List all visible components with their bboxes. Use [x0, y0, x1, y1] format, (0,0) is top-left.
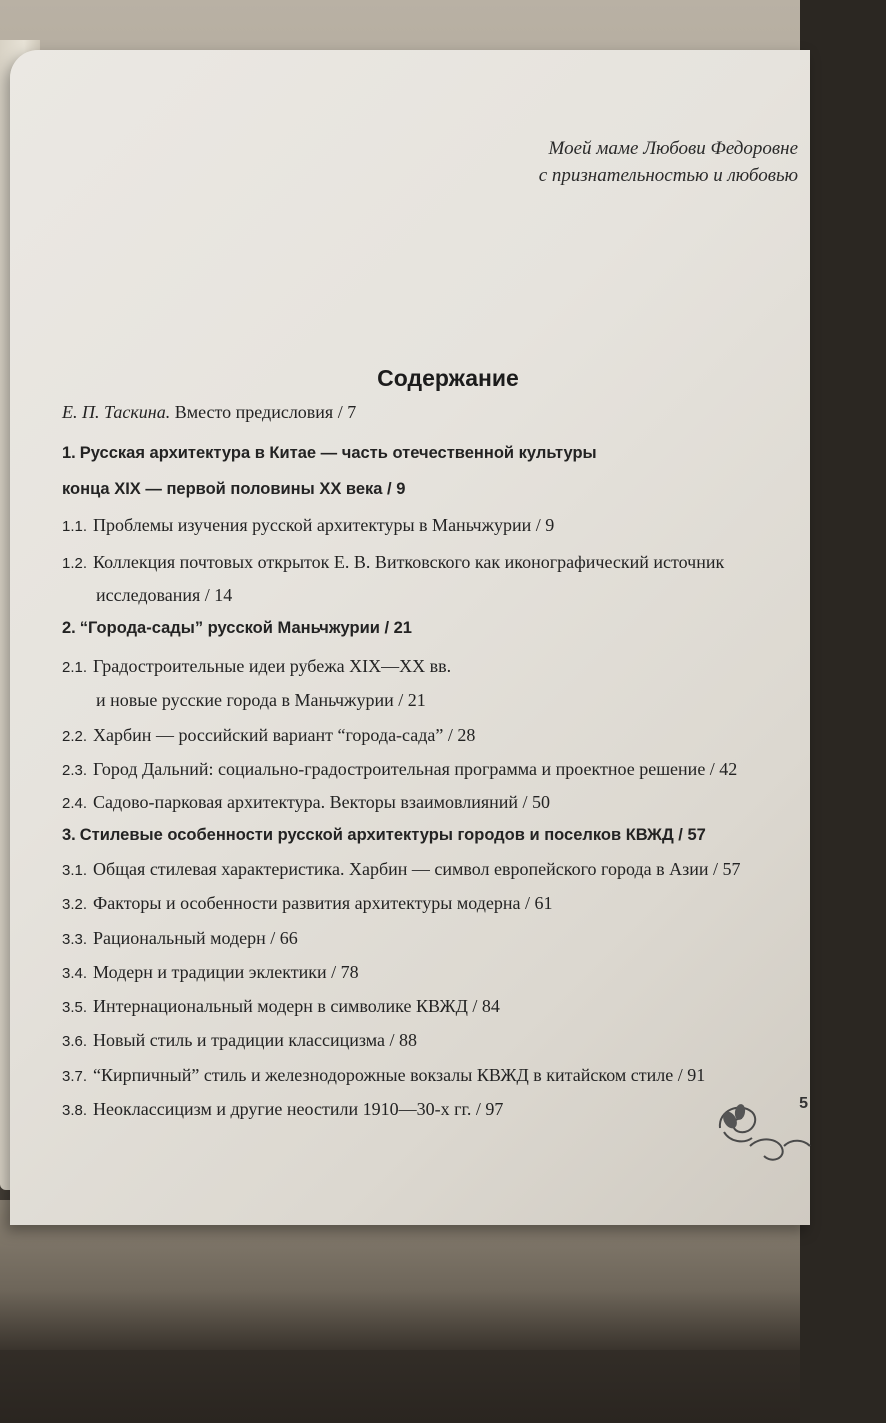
- chapter-1-number: 1.: [62, 444, 76, 462]
- dedication: [478, 135, 798, 189]
- toc-section-2-1: [62, 656, 451, 677]
- section-1-1-number: 1.1.: [62, 518, 88, 535]
- toc-section-3-3: [62, 928, 298, 949]
- toc-chapter-3: [62, 826, 706, 845]
- section-2-1-title-line-2: и новые русские города в Маньчжурии / 21: [96, 690, 426, 710]
- section-3-8-number: 3.8.: [62, 1102, 88, 1119]
- chapter-2-title: “Города-сады” русской Маньчжурии / 21: [79, 619, 412, 637]
- section-2-2-title: Харбин — российский вариант “города-сада” / 28: [93, 725, 476, 745]
- preface-author: Е. П. Таскина.: [62, 402, 171, 422]
- section-3-1-title: Общая стилевая характеристика. Харбин — символ европейского города в Азии / 57: [93, 859, 741, 879]
- section-1-1-title: Проблемы изучения русской архитектуры в Маньчжурии / 9: [93, 515, 555, 535]
- toc-chapter-1: [62, 444, 597, 463]
- section-3-6-title: Новый стиль и традиции классицизма / 88: [93, 1030, 418, 1050]
- section-3-2-number: 3.2.: [62, 896, 88, 913]
- toc-section-2-2: [62, 725, 475, 746]
- section-3-5-number: 3.5.: [62, 999, 88, 1016]
- toc-section-3-4: [62, 962, 359, 983]
- chapter-3-number: 3.: [62, 826, 76, 844]
- section-1-2-title-line-1: Коллекция почтовых открыток Е. В. Витковского как иконографический источник: [93, 552, 725, 572]
- toc-heading: Содержание: [377, 365, 519, 391]
- toc-section-3-8: [62, 1099, 503, 1120]
- toc-section-2-1-continued: [62, 690, 426, 711]
- toc-entry-preface: [62, 402, 356, 423]
- section-3-2-title: Факторы и особенности развития архитектуры модерна / 61: [93, 893, 553, 913]
- chapter-3-title: Стилевые особенности русской архитектуры городов и поселков КВЖД / 57: [79, 826, 706, 844]
- section-3-1-number: 3.1.: [62, 862, 88, 879]
- section-3-4-number: 3.4.: [62, 965, 88, 982]
- section-2-3-number: 2.3.: [62, 762, 88, 779]
- toc-section-3-6: [62, 1030, 417, 1051]
- page-number: 5: [799, 1095, 808, 1112]
- section-2-4-number: 2.4.: [62, 795, 88, 812]
- section-2-3-title: Город Дальний: социально-градостроительная программа и проектное решение / 42: [93, 759, 738, 779]
- toc-section-3-2: [62, 893, 553, 914]
- section-2-4-title: Садово-парковая архитектура. Векторы взаимовлияний / 50: [93, 792, 551, 812]
- toc-section-2-4: [62, 792, 550, 813]
- dedication-line-1: Моей маме Любови Федоровне: [548, 138, 798, 159]
- section-2-1-title-line-1: Градостроительные идеи рубежа XIX—XX вв.: [93, 656, 452, 676]
- toc-section-3-7: [62, 1065, 705, 1086]
- chapter-1-title-line-2: конца XIX — первой половины XX века / 9: [62, 480, 406, 498]
- toc-chapter-1-continued: [62, 480, 405, 499]
- section-3-3-title: Рациональный модерн / 66: [93, 928, 298, 948]
- section-3-8-title: Неоклассицизм и другие неостили 1910—30-х гг. / 97: [93, 1099, 504, 1119]
- toc-section-1-1: [62, 515, 554, 536]
- toc-chapter-2: [62, 619, 412, 638]
- section-1-2-title-line-2: исследования / 14: [96, 585, 233, 605]
- toc-section-1-2-continued: [62, 585, 232, 606]
- toc-section-1-2: [62, 552, 724, 573]
- section-3-7-number: 3.7.: [62, 1068, 88, 1085]
- chapter-1-title-line-1: Русская архитектура в Китае — часть отечественной культуры: [79, 444, 597, 462]
- toc-section-2-3: [62, 759, 737, 780]
- toc-section-3-1: [62, 859, 740, 880]
- chapter-2-number: 2.: [62, 619, 76, 637]
- preface-title: Вместо предисловия / 7: [170, 402, 357, 422]
- section-1-2-number: 1.2.: [62, 555, 88, 572]
- section-2-1-number: 2.1.: [62, 659, 88, 676]
- toc-section-3-5: [62, 996, 500, 1017]
- book-page: [10, 50, 810, 1225]
- section-3-7-title: “Кирпичный” стиль и железнодорожные вокзалы КВЖД в китайском стиле / 91: [93, 1065, 706, 1085]
- section-3-6-number: 3.6.: [62, 1033, 88, 1050]
- section-3-4-title: Модерн и традиции эклектики / 78: [93, 962, 359, 982]
- dedication-line-2: с признательностью и любовью: [538, 165, 798, 186]
- section-2-2-number: 2.2.: [62, 728, 88, 745]
- section-3-3-number: 3.3.: [62, 931, 88, 948]
- section-3-5-title: Интернациональный модерн в символике КВЖД / 84: [93, 996, 500, 1016]
- floral-ornament-icon: [700, 1098, 810, 1178]
